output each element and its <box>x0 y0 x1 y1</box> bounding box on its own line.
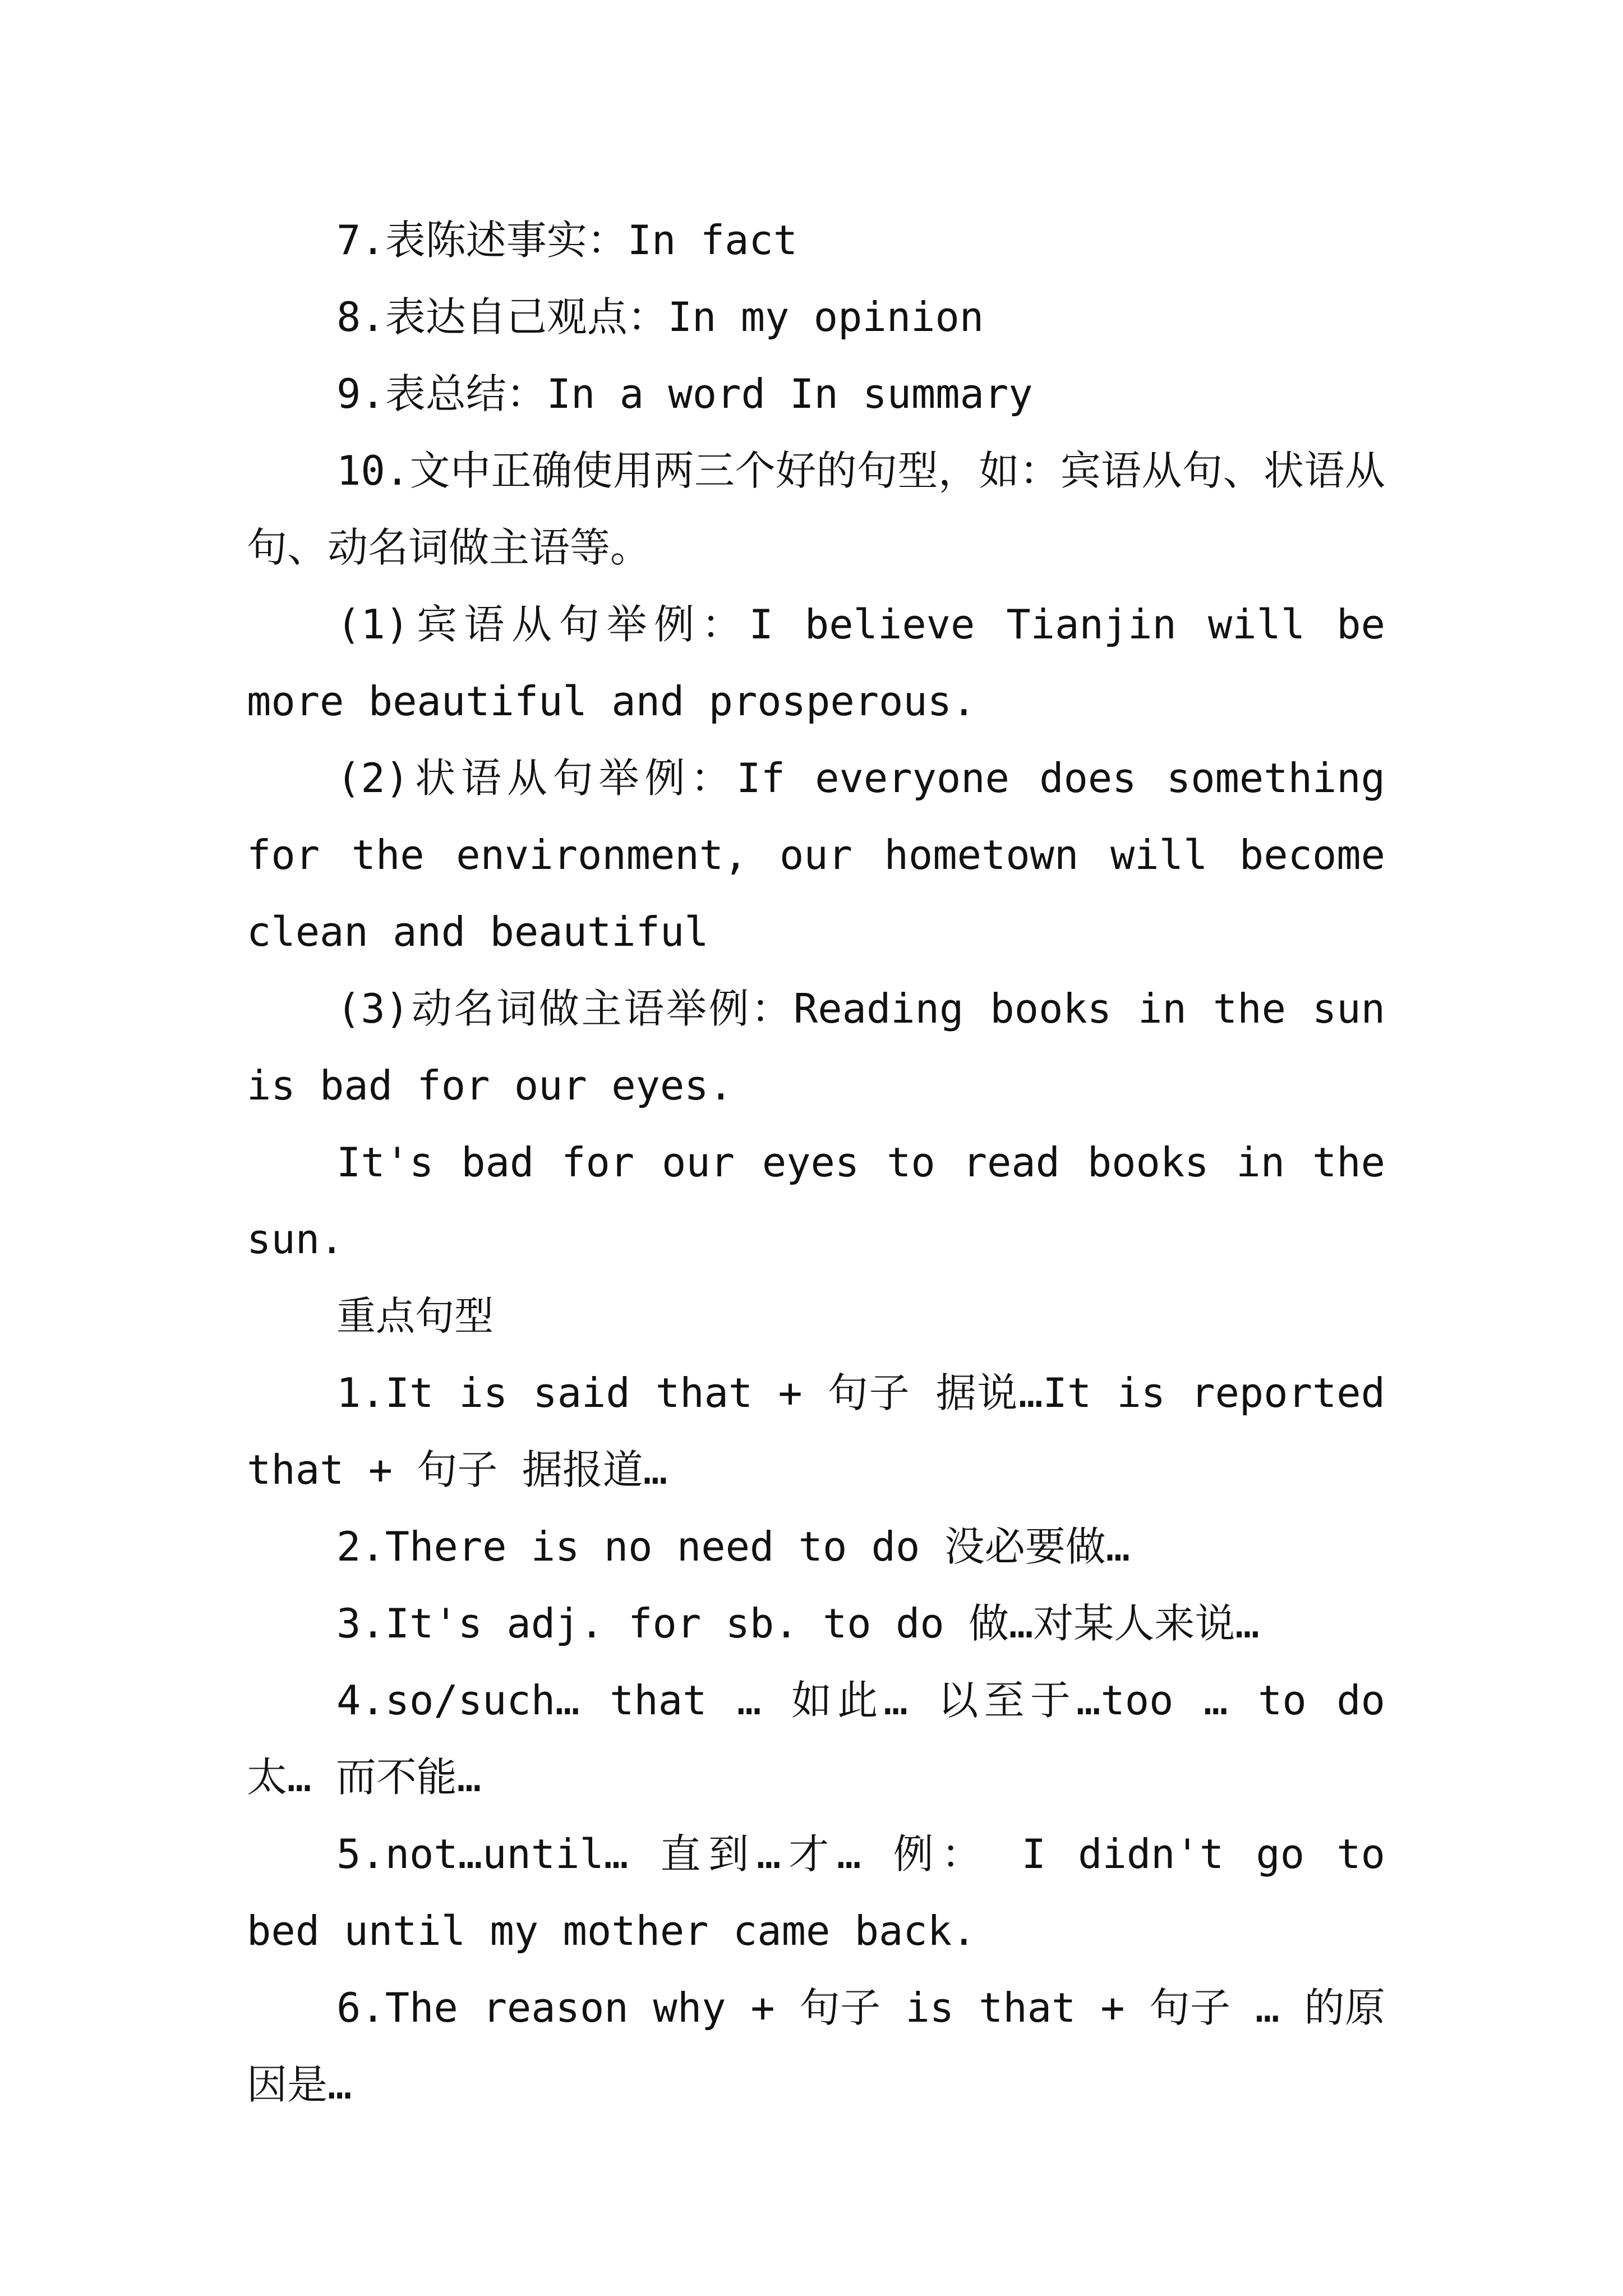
pattern-1: 1.It is said that + 句子 据说…It is reported that + 句子 据报道… <box>247 1369 1386 1493</box>
example-gerund-rewrite: It's bad for our eyes to read books in the sun. <box>247 1139 1385 1263</box>
paragraph-7: 7.表陈述事实：In fact <box>336 217 798 264</box>
pattern-2: 2.There is no need to do 没必要做… <box>336 1523 1131 1570</box>
example-gerund-subject: (3)动名词做主语举例：Reading books in the sun is bad for our eyes. <box>247 985 1385 1109</box>
paragraph-8: 8.表达自己观点：In my opinion <box>336 293 984 341</box>
pattern-3: 3.It's adj. for sb. to do 做…对某人来说… <box>336 1600 1260 1647</box>
paragraph-10: 10.文中正确使用两三个好的句型，如：宾语从句、状语从句、动名词做主语等。 <box>247 447 1385 571</box>
example-adverbial-clause: (2)状语从句举例：If everyone does something for the environment, our hometown will become clean and beautiful <box>247 754 1385 955</box>
pattern-6: 6.The reason why + 句子 is that + 句子 … 的原因是… <box>247 1984 1385 2108</box>
section-heading: 重点句型 <box>336 1293 494 1339</box>
pattern-5: 5.not…until… 直到…才… 例： I didn't go to bed until my mother came back. <box>247 1830 1385 1954</box>
pattern-4: 4.so/such… that … 如此… 以至于…too … to do 太… 而不能… <box>247 1677 1385 1801</box>
example-object-clause: (1)宾语从句举例：I believe Tianjin will be more beautiful and prosperous. <box>247 601 1385 725</box>
paragraph-9: 9.表总结：In a word In summary <box>336 370 1033 417</box>
document-page <box>247 202 1385 2123</box>
